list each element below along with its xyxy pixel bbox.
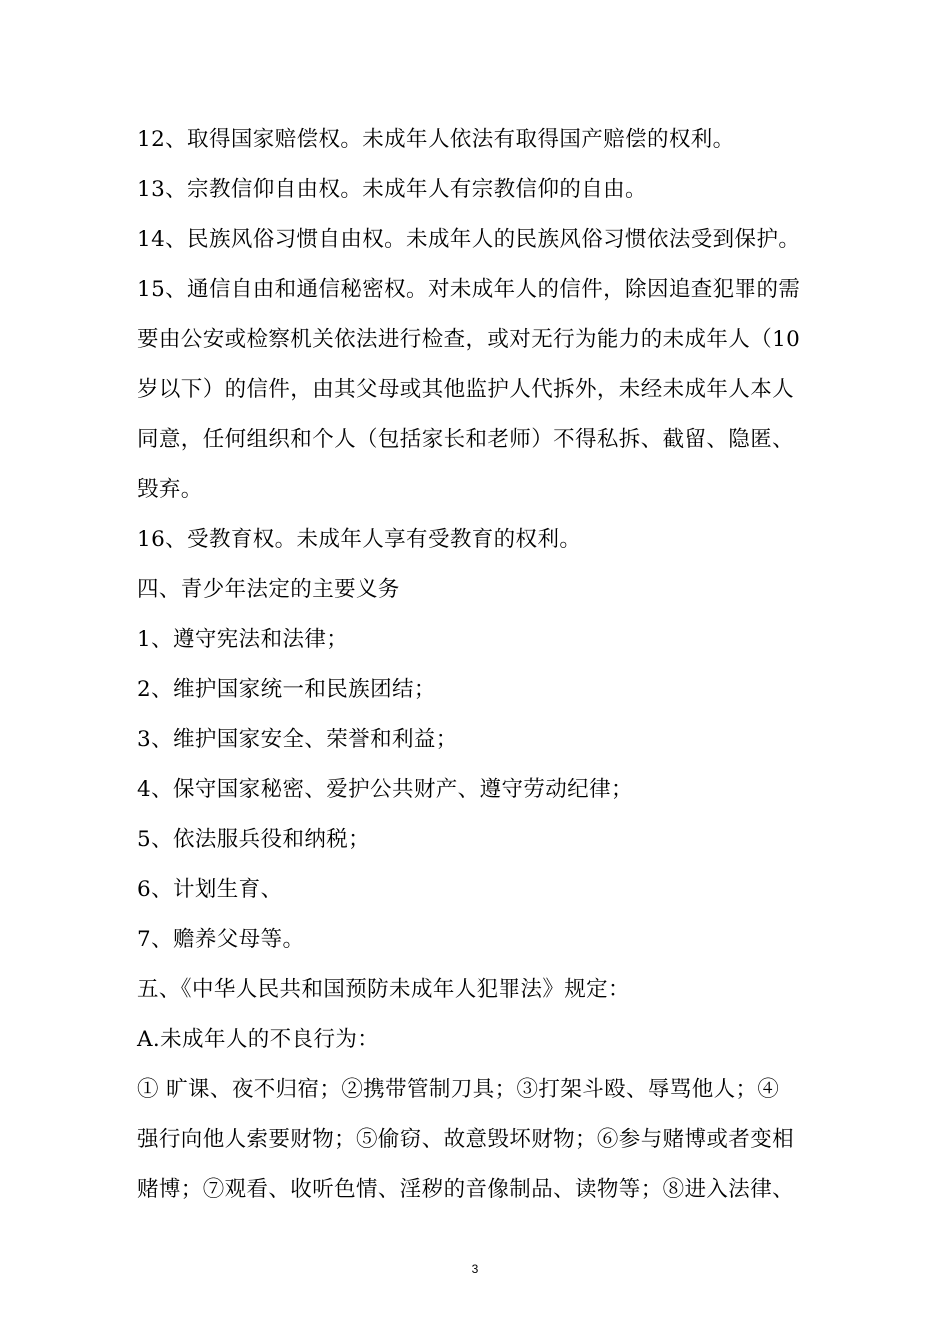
text-line: 赌博；⑦观看、收听色情、淫秽的音像制品、读物等；⑧进入法律、: [137, 1177, 795, 1202]
list-item: 4、保守国家秘密、爱护公共财产、遵守劳动纪律；: [137, 777, 633, 802]
text-line: 12、取得国家赔偿权。未成年人依法有取得国产赔偿的权利。: [137, 127, 735, 152]
text-line: 要由公安或检察机关依法进行检查，或对无行为能力的未成年人（10: [137, 327, 801, 352]
text-line: 岁以下）的信件，由其父母或其他监护人代拆外，未经未成年人本人: [137, 377, 795, 402]
list-item: 7、赡养父母等。: [137, 927, 305, 952]
section-heading: 四、青少年法定的主要义务: [137, 577, 400, 602]
page-number: 3: [471, 1262, 479, 1276]
list-item: 3、维护国家安全、荣誉和利益；: [137, 727, 458, 752]
text-line: 14、民族风俗习惯自由权。未成年人的民族风俗习惯依法受到保护。: [137, 227, 801, 252]
list-item: 5、依法服兵役和纳税；: [137, 827, 371, 852]
text-line: ① 旷课、夜不归宿；②携带管制刀具；③打架斗殴、辱骂他人；④: [137, 1077, 780, 1102]
list-item: 2、维护国家统一和民族团结；: [137, 677, 436, 702]
text-line: 13、宗教信仰自由权。未成年人有宗教信仰的自由。: [137, 177, 647, 202]
text-line: 毁弃。: [137, 477, 203, 502]
text-line: 强行向他人索要财物；⑤偷窃、故意毁坏财物；⑥参与赌博或者变相: [137, 1127, 795, 1152]
text-line: 15、通信自由和通信秘密权。对未成年人的信件，除因追查犯罪的需: [137, 277, 801, 302]
text-line: 同意，任何组织和个人（包括家长和老师）不得私拆、截留、隐匿、: [137, 427, 795, 452]
list-item: 1、遵守宪法和法律；: [137, 627, 349, 652]
list-item: 6、计划生育、: [137, 877, 283, 902]
subheading: A.未成年人的不良行为：: [137, 1027, 380, 1052]
section-heading: 五、《中华人民共和国预防未成年人犯罪法》规定：: [137, 977, 630, 1002]
text-line: 16、受教育权。未成年人享有受教育的权利。: [137, 527, 582, 552]
